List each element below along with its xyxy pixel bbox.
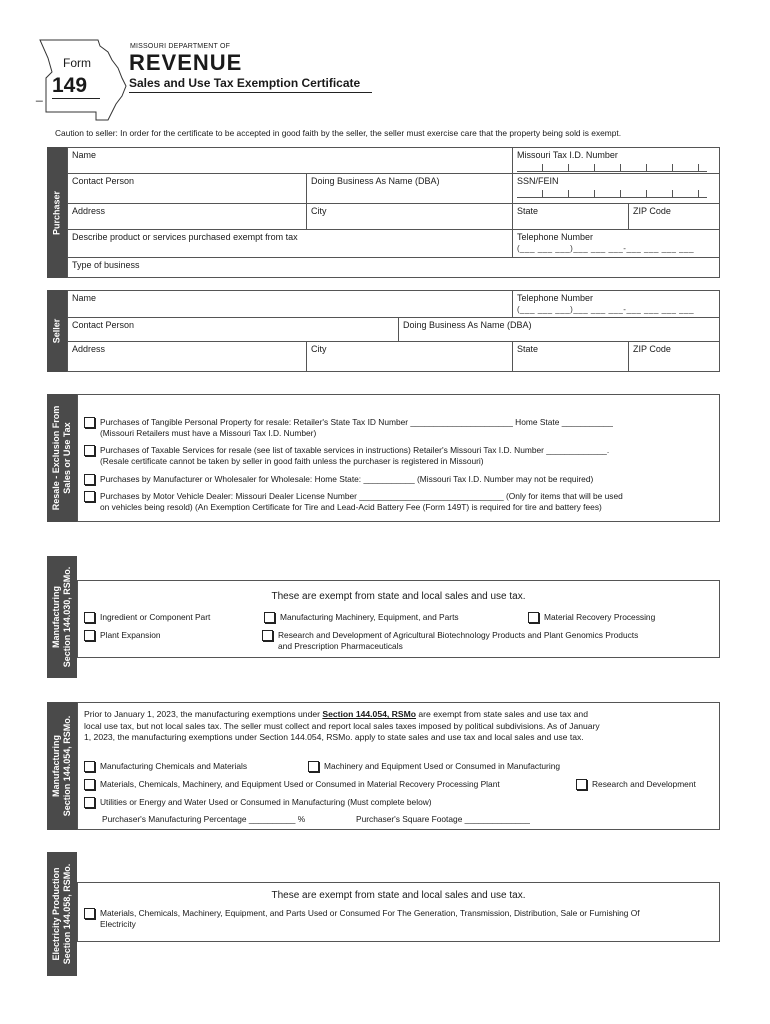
mfg-054-materials-recovery-label: Materials, Chemicals, Machinery, and Equipment Used or Consumed in Material Recovery Processing Plant — [100, 779, 500, 789]
mfg-054-square-footage-label: Purchaser's Square Footage ______________ — [356, 814, 530, 824]
electricity-heading: These are exempt from state and local sales and use tax. — [271, 890, 526, 901]
electricity-item[interactable] — [84, 908, 640, 930]
resale-item-2-line-1: Purchases of Taxable Services for resale (see list of taxable services in instructions) Retailer's Missouri Tax I.D. Number _____________. — [100, 445, 610, 455]
purchaser-describe-label: Describe product or services purchased exempt from tax — [72, 232, 298, 242]
mfg-030-ingredient[interactable] — [84, 612, 210, 623]
checkbox[interactable] — [84, 797, 95, 808]
resale-item-tangible[interactable] — [84, 417, 613, 439]
form-label: Form — [63, 56, 91, 70]
mfg-030-label-line-2: Section 144.030, RSMo. — [62, 566, 72, 668]
purchaser-describe-field[interactable] — [68, 230, 512, 258]
resale-label-line-1: Resale - Exclusion From — [51, 405, 61, 511]
electricity-line-2: Electricity — [100, 919, 136, 929]
purchaser-telephone-placeholder: (___ ___ ___)___ ___ ___-___ ___ ___ ___ — [517, 244, 695, 253]
mfg-054-label-line-2: Section 144.054, RSMo. — [62, 715, 72, 817]
mfg-054-chemicals[interactable] — [84, 761, 247, 772]
purchaser-city-label: City — [311, 206, 327, 216]
seller-dba-label: Doing Business As Name (DBA) — [403, 320, 532, 330]
seller-name-label: Name — [72, 293, 97, 303]
seller-address-label: Address — [72, 344, 106, 354]
section-144-054-link[interactable]: Section 144.054, RSMo — [322, 709, 417, 719]
mfg-054-utilities[interactable] — [84, 797, 432, 808]
purchaser-contact-field[interactable] — [68, 174, 306, 204]
mfg-054-square-footage-field[interactable] — [356, 814, 530, 825]
revenue-logo: REVENUE — [129, 50, 243, 75]
electricity-label-line-2: Section 144.058, RSMo. — [62, 863, 72, 965]
mfg-030-ingredient-label: Ingredient or Component Part — [100, 612, 211, 622]
purchaser-name-field[interactable] — [68, 148, 512, 174]
form-dash: _ — [36, 88, 43, 102]
resale-item-wholesaler[interactable] — [84, 474, 593, 485]
seller-state-label: State — [517, 344, 539, 354]
resale-item-3-line-1: Purchases by Manufacturer or Wholesaler for Wholesale: Home State: ___________ (Missouri Tax I.D. Number may not be required) — [100, 474, 594, 484]
mfg-054-para-2: local use tax, but not local sales tax. The seller must collect and report local sales taxes imposed by political subdivisions. As of January — [84, 720, 600, 731]
purchaser-address-field[interactable] — [68, 204, 306, 230]
caution-text: Caution to seller: In order for the certificate to be accepted in good faith by the seller, the seller must exercise care that the property being sold is exempt. — [55, 128, 622, 138]
resale-item-services[interactable] — [84, 445, 609, 467]
ssn-digit-boxes — [517, 190, 707, 198]
purchaser-city-field[interactable] — [306, 204, 512, 230]
mfg-030-machinery-label: Manufacturing Machinery, Equipment, and Parts — [280, 612, 459, 622]
checkbox[interactable] — [84, 908, 95, 919]
mfg-054-research-dev[interactable] — [576, 779, 696, 790]
mfg-054-paragraph — [84, 709, 716, 744]
purchaser-contact-label: Contact Person — [72, 176, 135, 186]
mfg-030-label-line-1: Manufacturing — [51, 586, 61, 649]
resale-item-motor-vehicle[interactable] — [84, 491, 623, 513]
checkbox[interactable] — [84, 612, 95, 623]
electricity-line-1: Materials, Chemicals, Machinery, Equipment, and Parts Used or Consumed For The Generation, Transmission, Distribution, Sale or Furnishing Of — [100, 908, 640, 918]
purchaser-zip-label: ZIP Code — [633, 206, 671, 216]
seller-state-field[interactable] — [512, 342, 628, 372]
mfg-054-materials-recovery[interactable] — [84, 779, 500, 790]
mfg-054-para-1a: Prior to January 1, 2023, the manufacturing exemptions under — [84, 709, 323, 719]
electricity-sidebar — [47, 852, 77, 976]
mfg-054-utilities-label: Utilities or Energy and Water Used or Consumed in Manufacturing (Must complete below) — [100, 797, 432, 807]
checkbox[interactable] — [576, 779, 587, 790]
purchaser-name-label: Name — [72, 150, 97, 160]
purchaser-state-label: State — [517, 206, 539, 216]
mfg-030-machinery[interactable] — [264, 612, 459, 623]
resale-sidebar — [47, 394, 77, 522]
mfg-030-sidebar — [47, 556, 77, 678]
purchaser-telephone-field[interactable] — [512, 230, 720, 258]
mfg-054-para-3: 1, 2023, the manufacturing exemptions under Section 144.054, RSMo. apply to state sales and use tax and local sales and use tax. — [84, 732, 584, 742]
mfg-054-percentage-field[interactable] — [102, 814, 305, 825]
resale-item-4-line-1: Purchases by Motor Vehicle Dealer: Missouri Dealer License Number _______________________________ (Only for items that will be used — [100, 491, 623, 501]
resale-item-4-line-2: on vehicles being resold) (An Exemption Certificate for Tire and Lead-Acid Battery Fee (Form 149T) is required for tire and battery fees) — [100, 502, 602, 512]
mfg-054-section-label — [51, 716, 73, 817]
seller-contact-label: Contact Person — [72, 320, 135, 330]
form-title: Sales and Use Tax Exemption Certificate — [129, 76, 372, 93]
checkbox[interactable] — [84, 445, 95, 456]
purchaser-telephone-label: Telephone Number — [517, 232, 594, 242]
seller-city-field[interactable] — [306, 342, 512, 372]
mfg-030-heading: These are exempt from state and local sales and use tax. — [271, 591, 526, 602]
seller-zip-field[interactable] — [628, 342, 720, 372]
checkbox[interactable] — [84, 417, 95, 428]
seller-city-label: City — [311, 344, 327, 354]
seller-contact-field[interactable] — [68, 318, 398, 342]
resale-item-1-line-1: Purchases of Tangible Personal Property for resale: Retailer's State Tax ID Number ______________________ Home State ___________ — [100, 417, 613, 427]
tax-id-digit-boxes — [517, 164, 707, 172]
checkbox[interactable] — [84, 630, 95, 641]
checkbox[interactable] — [84, 779, 95, 790]
checkbox[interactable] — [84, 474, 95, 485]
mfg-030-research-line-2: and Prescription Pharmaceuticals — [278, 641, 403, 651]
resale-label-line-2: Sales or Use Tax — [62, 422, 72, 494]
checkbox[interactable] — [84, 761, 95, 772]
seller-zip-label: ZIP Code — [633, 344, 671, 354]
mfg-054-machinery-consumed[interactable] — [308, 761, 560, 772]
mfg-030-material-recovery-label: Material Recovery Processing — [544, 612, 656, 622]
purchaser-address-label: Address — [72, 206, 106, 216]
purchaser-dba-field[interactable] — [306, 174, 512, 204]
seller-telephone-label: Telephone Number — [517, 293, 594, 303]
seller-telephone-field[interactable] — [512, 291, 720, 318]
purchaser-business-type-field[interactable] — [68, 258, 720, 278]
mfg-030-section-label — [51, 567, 73, 668]
resale-section-label — [51, 406, 73, 511]
seller-sidebar — [47, 290, 67, 372]
purchaser-section-label: Purchaser — [51, 190, 62, 235]
seller-telephone-placeholder: (___ ___ ___)___ ___ ___-___ ___ ___ ___ — [517, 305, 695, 314]
resale-item-2-line-2: (Resale certificate cannot be taken by seller in good faith unless the purchaser is registered in Missouri) — [100, 456, 484, 466]
checkbox[interactable] — [84, 491, 95, 502]
checkbox[interactable] — [308, 761, 319, 772]
seller-section-label: Seller — [51, 318, 62, 344]
purchaser-state-field[interactable] — [512, 204, 628, 230]
purchaser-mo-tax-id-field[interactable] — [512, 148, 720, 174]
mfg-030-material-recovery[interactable] — [528, 612, 655, 623]
mfg-030-research-line-1: Research and Development of Agricultural Biotechnology Products and Plant Genomics Products — [278, 630, 639, 640]
seller-name-field[interactable] — [68, 291, 512, 318]
purchaser-ssn-field[interactable] — [512, 174, 720, 204]
mfg-054-chemicals-label: Manufacturing Chemicals and Materials — [100, 761, 248, 771]
electricity-section-label — [51, 864, 73, 965]
mfg-030-research[interactable] — [262, 630, 638, 652]
mfg-030-plant-expansion-label: Plant Expansion — [100, 630, 161, 640]
purchaser-sidebar — [47, 147, 67, 278]
purchaser-dba-label: Doing Business As Name (DBA) — [311, 176, 440, 186]
purchaser-business-type-label: Type of business — [72, 260, 140, 270]
mfg-054-para-1b: are exempt from state sales and use tax and — [416, 709, 588, 719]
mfg-054-label-line-1: Manufacturing — [51, 735, 61, 798]
purchaser-mo-tax-id-label: Missouri Tax I.D. Number — [517, 150, 618, 160]
checkbox[interactable] — [528, 612, 539, 623]
purchaser-zip-field[interactable] — [628, 204, 720, 230]
department-name: MISSOURI DEPARTMENT OF — [130, 43, 231, 50]
purchaser-ssn-label: SSN/FEIN — [517, 176, 559, 186]
resale-item-1-line-2: (Missouri Retailers must have a Missouri Tax I.D. Number) — [100, 428, 317, 438]
mfg-054-sidebar — [47, 702, 77, 830]
seller-dba-field[interactable] — [398, 318, 720, 342]
electricity-label-line-1: Electricity Production — [51, 867, 61, 961]
form-number: 149 — [52, 74, 100, 99]
mfg-054-percentage-label: Purchaser's Manufacturing Percentage __________ % — [102, 814, 306, 824]
mfg-054-research-dev-label: Research and Development — [592, 779, 696, 789]
checkbox[interactable] — [264, 612, 275, 623]
checkbox[interactable] — [262, 630, 273, 641]
seller-address-field[interactable] — [68, 342, 306, 372]
mfg-030-plant-expansion[interactable] — [84, 630, 161, 641]
mfg-054-machinery-consumed-label: Machinery and Equipment Used or Consumed in Manufacturing — [324, 761, 561, 771]
